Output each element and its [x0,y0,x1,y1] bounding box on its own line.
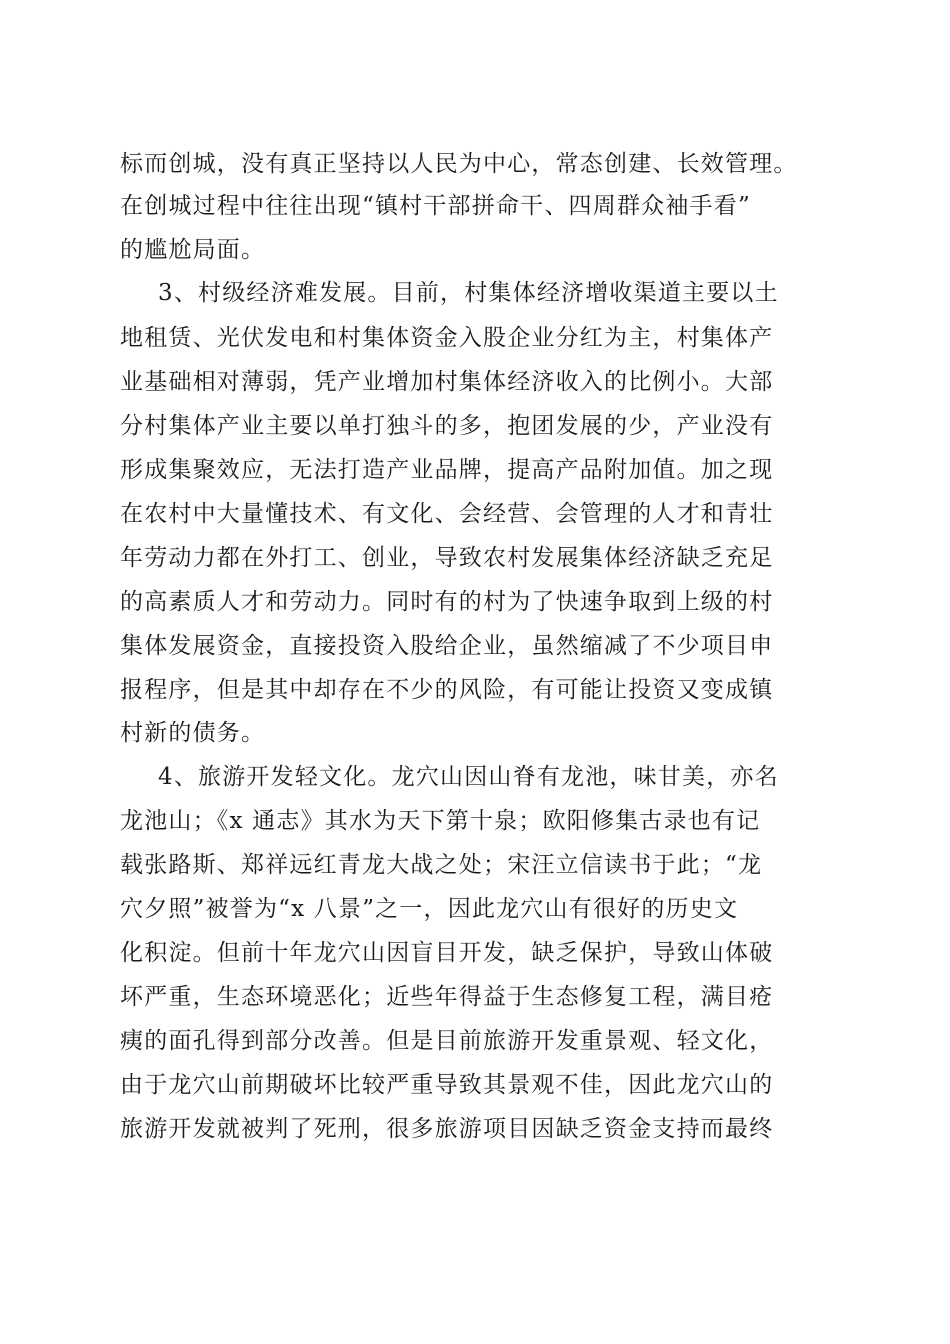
text-line: 地租赁、光伏发电和村集体资金入股企业分红为主，村集体产 [120,325,774,351]
text-line: 旅游开发就被判了死刑，很多旅游项目因缺乏资金支持而最终 [120,1116,774,1142]
text-line: 标而创城，没有真正坚持以人民为中心，常态创建、长效管理。 [120,151,798,177]
text-line: 报程序，但是其中却存在不少的风险，有可能让投资又变成镇 [120,677,774,703]
text-line: 痍的面孔得到部分改善。但是目前旅游开发重景观、轻文化， [120,1028,774,1054]
text-line: 龙池山；《x 通志》其水为天下第十泉；欧阳修集古录也有记 [120,808,761,834]
text-line: 在农村中大量懂技术、有文化、会经营、会管理的人才和青壮 [120,501,774,527]
text-line: 村新的债务。 [120,720,266,746]
text-line: 化积淀。但前十年龙穴山因盲目开发，缺乏保护，导致山体破 [120,940,774,966]
text-line: 分村集体产业主要以单打独斗的多，抱团发展的少，产业没有 [120,413,774,439]
text-line: 业基础相对薄弱，凭产业增加村集体经济收入的比例小。大部 [120,369,774,395]
text-line: 坏严重，生态环境恶化；近些年得益于生态修复工程，满目疮 [120,984,774,1010]
text-line: 形成集聚效应，无法打造产业品牌，提高产品附加值。加之现 [120,457,774,483]
text-line: 由于龙穴山前期破坏比较严重导致其景观不佳，因此龙穴山的 [120,1072,774,1098]
paragraph-3-start: 3、村级经济难发展。目前，村集体经济增收渠道主要以土 [158,280,779,306]
text-line: 集体发展资金，直接投资入股给企业，虽然缩减了不少项目申 [120,633,774,659]
text-line: 穴夕照”被誉为“x 八景”之一，因此龙穴山有很好的历史文 [120,896,739,922]
text-line: 载张路斯、郑祥远红青龙大战之处；宋汪立信读书于此；“龙 [120,852,763,878]
text-line: 在创城过程中往往出现“镇村干部拼命干、四周群众袖手看” [120,193,751,219]
paragraph-4-start: 4、旅游开发轻文化。龙穴山因山脊有龙池，味甘美，亦名 [158,764,779,790]
text-line: 年劳动力都在外打工、创业，导致农村发展集体经济缺乏充足 [120,545,774,571]
text-line: 的尴尬局面。 [120,237,266,263]
text-line: 的高素质人才和劳动力。同时有的村为了快速争取到上级的村 [120,589,774,615]
